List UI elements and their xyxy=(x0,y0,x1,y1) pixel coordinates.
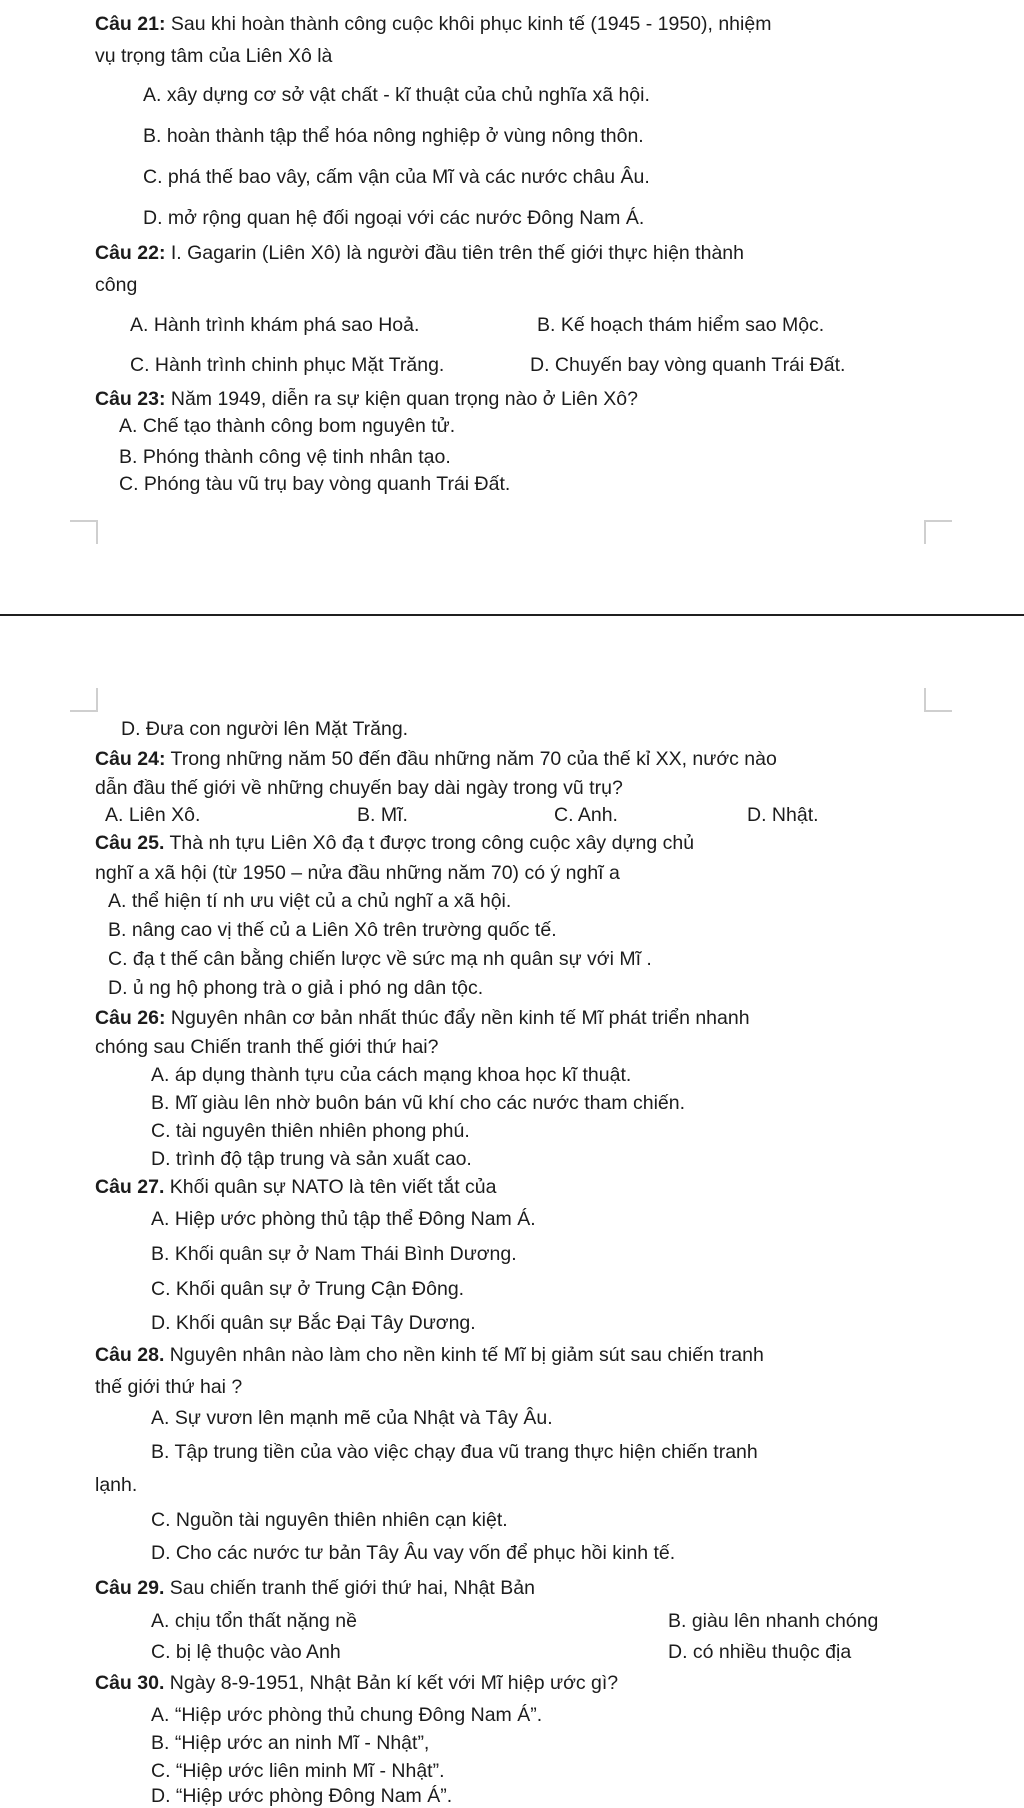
q24-option-a[interactable]: A. Liên Xô. xyxy=(105,804,201,826)
q27-text: Khối quân sự NATO là tên viết tắt của xyxy=(169,1176,497,1198)
q29-option-a[interactable]: A. chịu tổn thất nặng nề xyxy=(151,1610,357,1632)
q27-stem xyxy=(95,1175,496,1199)
q25-stem-line-2: nghĩ a xã hội (từ 1950 – nửa đầu những năm 70) có ý nghĩ a xyxy=(95,862,620,884)
q23-option-c[interactable]: C. Phóng tàu vũ trụ bay vòng quanh Trái Đất. xyxy=(119,473,511,495)
q28-option-c[interactable]: C. Nguồn tài nguyên thiên nhiên cạn kiệt. xyxy=(151,1509,508,1531)
q25-text: Thà nh tựu Liên Xô đạ t được trong công cuộc xây dựng chủ xyxy=(169,832,695,854)
q26-number: Câu 26: xyxy=(95,1007,166,1029)
q24-stem-line-2: dẫn đầu thế giới về những chuyến bay dài ngày trong vũ trụ? xyxy=(95,777,623,799)
q28-text: Nguyên nhân nào làm cho nền kinh tế Mĩ bị giảm sút sau chiến tranh xyxy=(169,1344,764,1366)
q22-number: Câu 22: xyxy=(95,242,166,264)
q25-option-c[interactable]: C. đạ t thế cân bằng chiến lược về sức mạ nh quân sự với Mĩ . xyxy=(108,948,652,970)
q28-option-d[interactable]: D. Cho các nước tư bản Tây Âu vay vốn để phục hồi kinh tế. xyxy=(151,1542,676,1564)
q28-option-a[interactable]: A. Sự vươn lên mạnh mẽ của Nhật và Tây Âu. xyxy=(151,1407,553,1429)
q25-option-a[interactable]: A. thể hiện tí nh ưu việt củ a chủ nghĩ a xã hội. xyxy=(108,890,512,912)
q24-option-b[interactable]: B. Mĩ. xyxy=(357,804,408,826)
q27-option-c[interactable]: C. Khối quân sự ở Trung Cận Đông. xyxy=(151,1278,465,1300)
q22-option-d[interactable]: D. Chuyến bay vòng quanh Trái Đất. xyxy=(530,354,846,376)
q27-option-a[interactable]: A. Hiệp ước phòng thủ tập thể Đông Nam Á. xyxy=(151,1208,536,1230)
q24-option-c[interactable]: C. Anh. xyxy=(554,804,618,826)
q26-option-c[interactable]: C. tài nguyên thiên nhiên phong phú. xyxy=(151,1120,470,1142)
page-corner-mark xyxy=(924,688,952,712)
q21-stem-line-1 xyxy=(95,12,771,36)
q25-number: Câu 25. xyxy=(95,832,165,854)
page-corner-mark xyxy=(924,520,952,544)
q22-stem-line-2: công xyxy=(95,274,138,296)
q25-option-d[interactable]: D. ủ ng hộ phong trà o giả i phó ng dân tộc. xyxy=(108,977,484,999)
q28-stem-line-2: thế giới thứ hai ? xyxy=(95,1376,243,1398)
q26-option-b[interactable]: B. Mĩ giàu lên nhờ buôn bán vũ khí cho các nước tham chiến. xyxy=(151,1092,686,1114)
q29-text: Sau chiến tranh thế giới thứ hai, Nhật Bản xyxy=(169,1577,535,1599)
q21-option-d[interactable]: D. mở rộng quan hệ đối ngoại với các nước Đông Nam Á. xyxy=(143,207,645,229)
q28-option-b[interactable]: B. Tập trung tiền của vào việc chạy đua vũ trang thực hiện chiến tranh xyxy=(151,1441,758,1463)
q21-option-c[interactable]: C. phá thế bao vây, cấm vận của Mĩ và các nước châu Âu. xyxy=(143,166,650,188)
q27-number: Câu 27. xyxy=(95,1176,165,1198)
q26-stem-line-1 xyxy=(95,1006,750,1030)
q23-stem xyxy=(95,387,638,411)
q22-text: I. Gagarin (Liên Xô) là người đầu tiên trên thế giới thực hiện thành xyxy=(170,242,744,264)
q25-stem-line-1 xyxy=(95,831,694,855)
q23-number: Câu 23: xyxy=(95,388,166,410)
q22-option-a[interactable]: A. Hành trình khám phá sao Hoả. xyxy=(130,314,420,336)
page-corner-mark xyxy=(70,688,98,712)
q23-option-b[interactable]: B. Phóng thành công vệ tinh nhân tạo. xyxy=(119,446,451,468)
page-divider xyxy=(0,614,1024,616)
q30-option-b[interactable]: B. “Hiệp ước an ninh Mĩ - Nhật”, xyxy=(151,1732,430,1754)
q24-option-d[interactable]: D. Nhật. xyxy=(747,804,819,826)
q29-number: Câu 29. xyxy=(95,1577,165,1599)
q30-text: Ngày 8-9-1951, Nhật Bản kí kết với Mĩ hiệp ước gì? xyxy=(169,1672,619,1694)
q24-number: Câu 24: xyxy=(95,748,166,770)
q30-option-a[interactable]: A. “Hiệp ước phòng thủ chung Đông Nam Á”. xyxy=(151,1704,543,1726)
q26-option-a[interactable]: A. áp dụng thành tựu của cách mạng khoa học kĩ thuật. xyxy=(151,1064,632,1086)
q22-option-b[interactable]: B. Kế hoạch thám hiểm sao Mộc. xyxy=(537,314,825,336)
q26-option-d[interactable]: D. trình độ tập trung và sản xuất cao. xyxy=(151,1148,472,1170)
page-corner-mark xyxy=(70,520,98,544)
q25-option-b[interactable]: B. nâng cao vị thế củ a Liên Xô trên trường quốc tế. xyxy=(108,919,557,941)
q30-option-c[interactable]: C. “Hiệp ước liên minh Mĩ - Nhật”. xyxy=(151,1760,445,1782)
q28-option-b-continued: lạnh. xyxy=(95,1474,138,1496)
q21-number: Câu 21: xyxy=(95,13,166,35)
q21-option-b[interactable]: B. hoàn thành tập thể hóa nông nghiệp ở vùng nông thôn. xyxy=(143,125,644,147)
q24-text: Trong những năm 50 đến đầu những năm 70 của thế kỉ XX, nước nào xyxy=(170,748,777,770)
q22-stem-line-1 xyxy=(95,241,744,265)
q29-option-d[interactable]: D. có nhiều thuộc địa xyxy=(668,1641,852,1663)
q22-option-c[interactable]: C. Hành trình chinh phục Mặt Trăng. xyxy=(130,354,445,376)
q30-stem xyxy=(95,1671,618,1695)
q23-text: Năm 1949, diễn ra sự kiện quan trọng nào ở Liên Xô? xyxy=(170,388,638,410)
q29-stem xyxy=(95,1576,535,1600)
q27-option-b[interactable]: B. Khối quân sự ở Nam Thái Bình Dương. xyxy=(151,1243,517,1265)
q23-option-d[interactable]: D. Đưa con người lên Mặt Trăng. xyxy=(121,718,409,740)
q26-stem-line-2: chóng sau Chiến tranh thế giới thứ hai? xyxy=(95,1036,439,1058)
q21-stem-line-2: vụ trọng tâm của Liên Xô là xyxy=(95,45,333,67)
q26-text: Nguyên nhân cơ bản nhất thúc đẩy nền kinh tế Mĩ phát triển nhanh xyxy=(170,1007,750,1029)
q28-number: Câu 28. xyxy=(95,1344,165,1366)
q30-number: Câu 30. xyxy=(95,1672,165,1694)
q24-stem-line-1 xyxy=(95,747,777,771)
q29-option-c[interactable]: C. bị lệ thuộc vào Anh xyxy=(151,1641,341,1663)
q21-option-a[interactable]: A. xây dựng cơ sở vật chất - kĩ thuật của chủ nghĩa xã hội. xyxy=(143,84,650,106)
q29-option-b[interactable]: B. giàu lên nhanh chóng xyxy=(668,1610,879,1632)
q21-text: Sau khi hoàn thành công cuộc khôi phục kinh tế (1945 - 1950), nhiệm xyxy=(170,13,772,35)
q27-option-d[interactable]: D. Khối quân sự Bắc Đại Tây Dương. xyxy=(151,1312,476,1334)
q23-option-a[interactable]: A. Chế tạo thành công bom nguyên tử. xyxy=(119,415,456,437)
q30-option-d[interactable]: D. “Hiệp ước phòng Đông Nam Á”. xyxy=(151,1785,453,1807)
q28-stem-line-1 xyxy=(95,1343,764,1367)
